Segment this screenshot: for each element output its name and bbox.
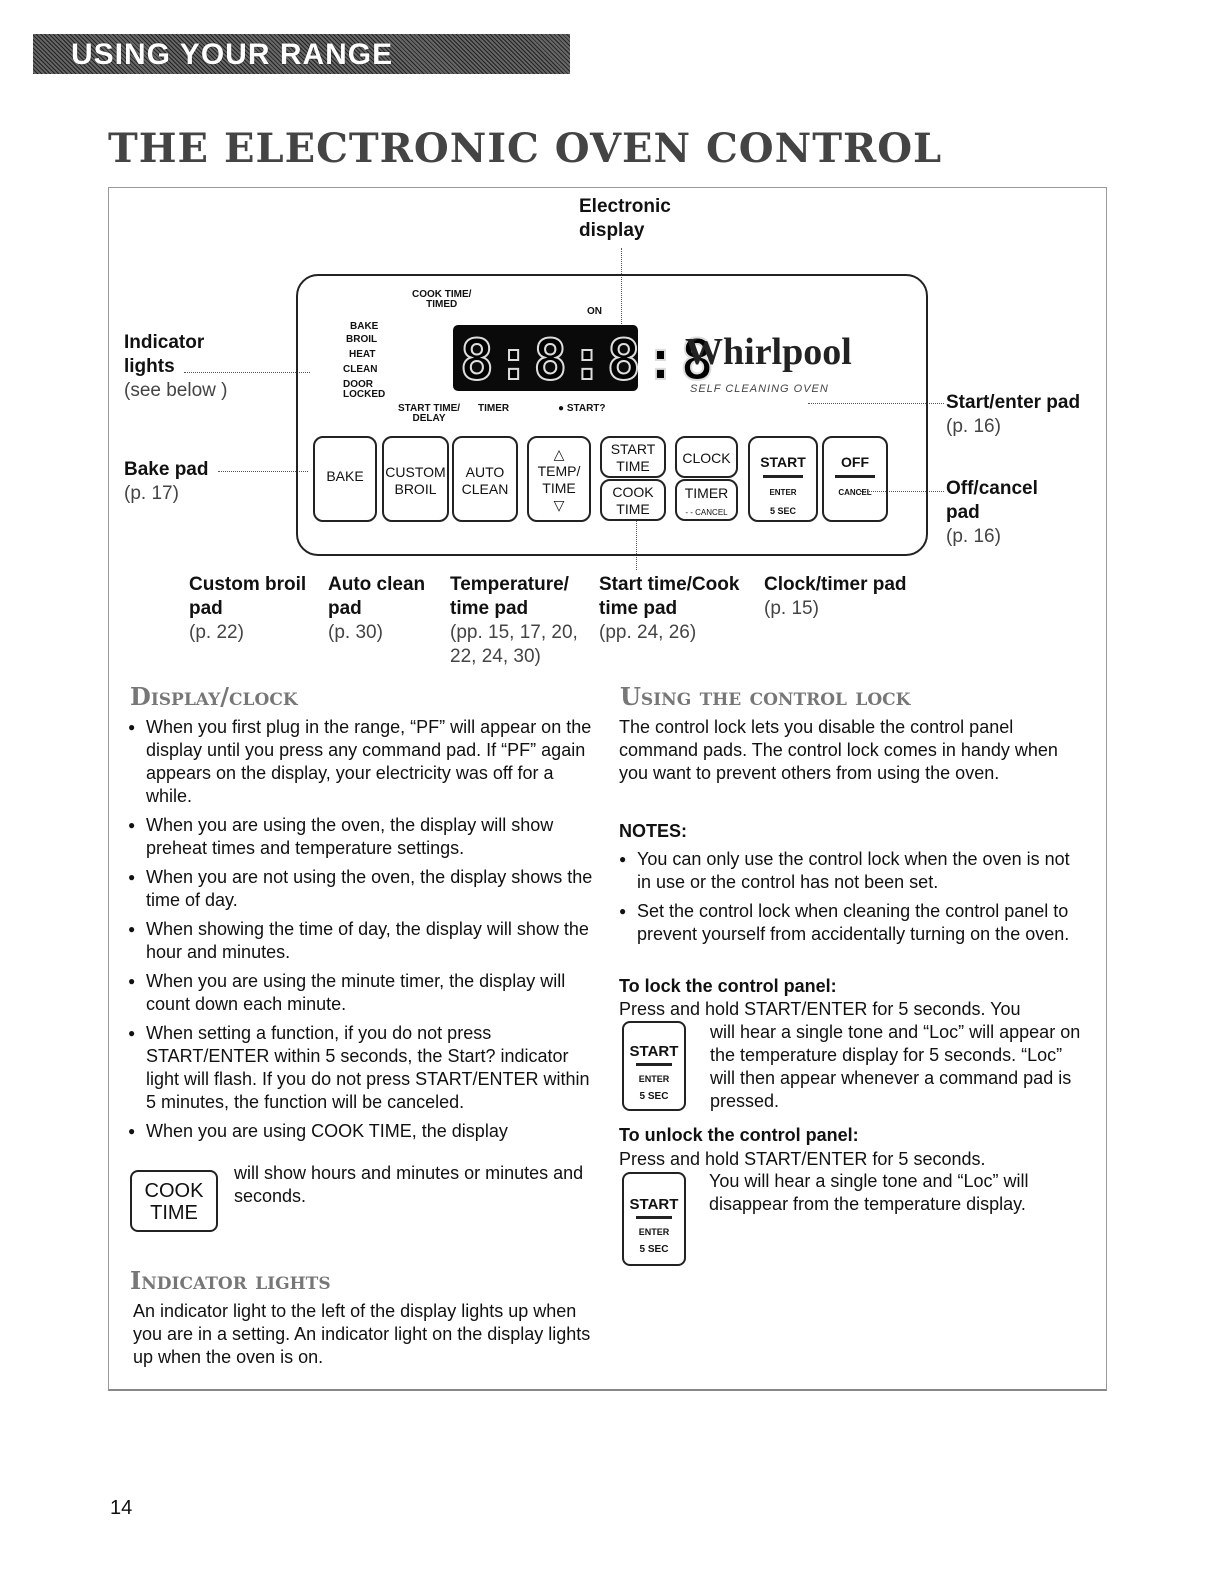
custom-broil-label: Custom broil pad (p. 22) — [189, 574, 307, 643]
list-item: ● When setting a function, if you do not press START/ENTER within 5 seconds, the Start? indicator light will flash. If you do not press START/ENTER within 5 minutes, the function will be canceled. — [128, 1022, 593, 1114]
cook-time-timed-indicator: COOK TIME/ TIMED — [412, 289, 472, 310]
list-item: ● When showing the time of day, the display will show the hour and minutes. — [128, 918, 593, 964]
start-time-delay-indicator: START TIME/ DELAY — [398, 403, 461, 424]
start-enter-pad-label: Start/enter pad (p. 16) — [946, 392, 1081, 437]
timer-indicator: TIMER — [478, 403, 510, 414]
lock-line: Press and hold START/ENTER for 5 seconds. You — [619, 999, 1021, 1019]
start-enter-icon: START ENTER 5 SEC — [622, 1172, 686, 1266]
heat-indicator: HEAT — [349, 349, 376, 360]
list-item: ● When you are using COOK TIME, the display — [128, 1120, 593, 1143]
arrow-down-icon[interactable]: ▽ — [553, 497, 565, 513]
self-cleaning-text: SELF CLEANING OVEN — [690, 383, 829, 395]
bake-pad[interactable]: BAKE — [313, 436, 377, 522]
section-banner — [33, 34, 570, 74]
list-item: ● Set the control lock when cleaning the control panel to prevent yourself from accidentally turning on the oven. — [619, 900, 1079, 946]
control-lock-heading: Using the control lock — [620, 682, 911, 711]
page-title: THE ELECTRONIC OVEN CONTROL — [108, 125, 943, 172]
start-time-pad[interactable]: START TIME — [600, 436, 666, 478]
unlock-text: You will hear a single tone and “Loc” will disappear from the temperature display. — [709, 1171, 1029, 1214]
control-lock-intro: The control lock lets you disable the control panel command pads. The control lock comes in handy when you want to prevent others from using the oven. — [619, 717, 1058, 783]
temperature-time-label: Temperature/ time pad (pp. 15, 17, 20, 22, 24, 30) — [450, 574, 578, 667]
on-indicator: ON — [587, 306, 602, 317]
auto-clean-pad[interactable]: AUTO CLEAN — [452, 436, 518, 522]
start-enter-pad[interactable]: START ENTER 5 SEC — [748, 436, 818, 522]
clean-indicator: CLEAN — [343, 364, 378, 375]
start-cook-time-label: Start time/Cook time pad (pp. 24, 26) — [599, 574, 740, 643]
arrow-up-icon[interactable]: △ — [553, 446, 565, 462]
indicator-lights-label: Indicator lights (see below ) — [124, 332, 228, 401]
bake-pad-label: Bake pad (p. 17) — [124, 459, 209, 504]
list-item: ● When you are using the oven, the display will show preheat times and temperature settings. — [128, 814, 593, 860]
auto-clean-label: Auto clean pad (p. 30) — [328, 574, 426, 643]
display-clock-list — [128, 716, 593, 1149]
notes-list — [619, 848, 1079, 952]
custom-broil-pad[interactable]: CUSTOM BROIL — [382, 436, 449, 522]
notes-label: NOTES: — [619, 821, 688, 841]
list-item: ● When you are using the minute timer, the display will count down each minute. — [128, 970, 593, 1016]
temp-time-pad[interactable]: △ TEMP/ TIME ▽ — [527, 436, 591, 522]
start-enter-icon: START ENTER 5 SEC — [622, 1021, 686, 1111]
electronic-display-label: Electronic display — [579, 196, 671, 241]
unlock-heading: To unlock the control panel: — [619, 1125, 859, 1145]
lock-text: will hear a single tone and “Loc” will appear on the temperature display for 5 seconds. “Loc” will then appear whenever a command pad is pressed. — [710, 1022, 1081, 1111]
cook-time-pad[interactable]: COOK TIME — [600, 479, 666, 521]
banner-text: USING YOUR RANGE — [71, 38, 394, 71]
indicator-lights-text: An indicator light to the left of the display lights up when you are in a setting. An indicator light on the display lights up when the oven is on. — [133, 1301, 591, 1367]
clock-timer-label: Clock/timer pad (p. 15) — [764, 574, 907, 619]
off-cancel-pad[interactable]: OFF CANCEL — [822, 436, 888, 522]
lock-heading: To lock the control panel: — [619, 976, 837, 996]
broil-indicator: BROIL — [346, 334, 378, 345]
timer-pad[interactable]: TIMER - - CANCEL — [675, 479, 738, 521]
display-digits: 8:8:8:8 — [460, 328, 718, 393]
clock-pad[interactable]: CLOCK — [675, 436, 738, 478]
cook-time-icon: COOK TIME — [130, 1170, 218, 1232]
page-number: 14 — [110, 1497, 133, 1519]
indicator-lights-heading: Indicator lights — [130, 1266, 331, 1295]
list-item: ● When you are not using the oven, the display shows the time of day. — [128, 866, 593, 912]
cook-time-continued: will show hours and minutes or minutes and seconds. — [234, 1163, 584, 1206]
unlock-line: Press and hold START/ENTER for 5 seconds. — [619, 1149, 986, 1169]
bake-indicator: BAKE — [350, 321, 379, 332]
start-indicator: ● START? — [558, 403, 606, 414]
list-item: ● When you first plug in the range, “PF” will appear on the display until you press any command pad. If “PF” again appears on the display, your electricity was off for a while. — [128, 716, 593, 808]
off-cancel-pad-label: Off/cancel pad (p. 16) — [946, 478, 1038, 547]
display-clock-heading: Display/clock — [130, 682, 298, 711]
list-item: ● You can only use the control lock when the oven is not in use or the control has not been set. — [619, 848, 1079, 894]
door-locked-indicator: DOOR LOCKED — [343, 379, 386, 400]
whirlpool-logo: Whirlpool — [685, 331, 852, 373]
